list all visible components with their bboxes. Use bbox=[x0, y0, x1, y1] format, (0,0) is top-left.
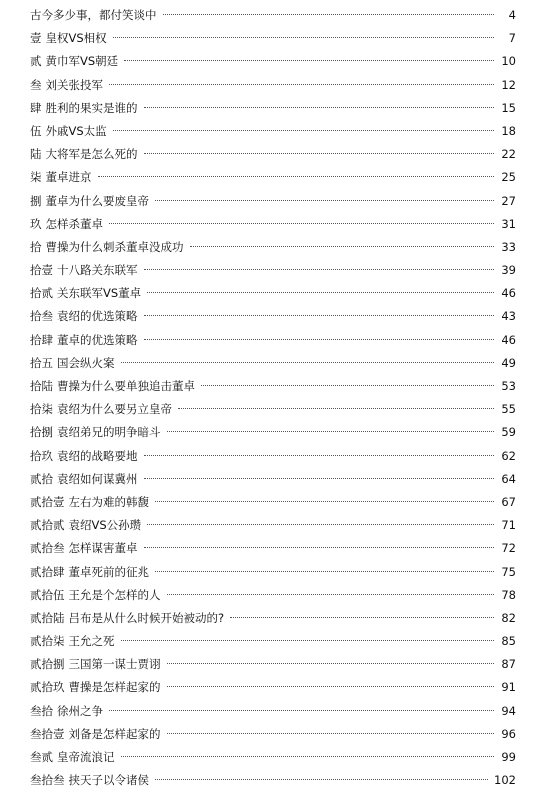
chapter-number: 拾五 bbox=[30, 355, 53, 370]
chapter-number: 贰 bbox=[30, 54, 42, 69]
toc-entry[interactable] bbox=[30, 352, 516, 375]
chapter-number: 肆 bbox=[30, 100, 42, 115]
toc-entry-label bbox=[30, 4, 157, 27]
toc-entry-label bbox=[30, 74, 103, 97]
toc-entry[interactable] bbox=[30, 630, 516, 653]
dot-leader bbox=[144, 269, 495, 270]
chapter-number: 贰拾玖 bbox=[30, 680, 65, 695]
toc-entry[interactable] bbox=[30, 120, 516, 143]
chapter-number: 拾玖 bbox=[30, 448, 53, 463]
chapter-number: 贰拾捌 bbox=[30, 657, 65, 672]
page-number: 75 bbox=[501, 564, 516, 579]
dot-leader bbox=[201, 385, 494, 386]
dot-leader bbox=[147, 524, 494, 525]
chapter-number: 拾陆 bbox=[30, 379, 53, 393]
chapter-title: 外戚VS太监 bbox=[45, 123, 107, 138]
page-number: 25 bbox=[501, 170, 516, 185]
chapter-title: 国会纵火案 bbox=[57, 355, 115, 370]
chapter-number: 贰拾伍 bbox=[30, 587, 65, 602]
toc-entry[interactable] bbox=[30, 584, 516, 607]
dot-leader bbox=[163, 14, 495, 15]
toc-entry-label bbox=[30, 120, 107, 143]
toc-entry[interactable] bbox=[30, 97, 516, 120]
chapter-title: 王允是个怎样的人 bbox=[68, 587, 161, 602]
toc-entry[interactable] bbox=[30, 468, 516, 491]
page-number: 71 bbox=[501, 518, 516, 533]
chapter-title: 皇权VS相权 bbox=[45, 31, 107, 46]
chapter-title: 董卓死前的征兆 bbox=[68, 564, 149, 579]
chapter-number: 叁 bbox=[30, 77, 42, 92]
page-number: 22 bbox=[501, 147, 516, 162]
page-number: 10 bbox=[501, 54, 516, 69]
chapter-title: 关东联军VS董卓 bbox=[57, 286, 142, 301]
dot-leader bbox=[155, 200, 494, 201]
toc-entry-label bbox=[30, 746, 115, 769]
chapter-number: 拾柒 bbox=[30, 402, 53, 417]
dot-leader bbox=[167, 686, 495, 687]
chapter-title: 怎样杀董卓 bbox=[45, 216, 103, 231]
toc-entry-label bbox=[30, 421, 161, 444]
page-number: 43 bbox=[501, 309, 516, 324]
dot-leader bbox=[144, 315, 495, 316]
chapter-title: 徐州之争 bbox=[57, 703, 103, 718]
chapter-title: 袁绍的优选策略 bbox=[57, 309, 138, 324]
chapter-title: 袁绍的战略要地 bbox=[57, 448, 138, 463]
page-number: 78 bbox=[501, 587, 516, 602]
toc-entry-label bbox=[30, 514, 141, 537]
dot-leader bbox=[144, 107, 495, 108]
chapter-number: 陆 bbox=[30, 147, 42, 162]
toc-entry-label bbox=[30, 537, 138, 560]
chapter-title: 三国第一谋士贾诩 bbox=[68, 657, 161, 672]
chapter-title: 王允之死 bbox=[68, 634, 115, 649]
dot-leader bbox=[144, 478, 495, 479]
toc-entry-label bbox=[30, 305, 138, 328]
toc-entry-label bbox=[30, 584, 161, 607]
chapter-number: 贰拾肆 bbox=[30, 564, 65, 579]
toc-entry[interactable] bbox=[30, 445, 516, 468]
chapter-number: 柒 bbox=[30, 170, 42, 185]
chapter-title: 左右为难的韩馥 bbox=[68, 494, 149, 509]
chapter-title: 董卓为什么要废皇帝 bbox=[45, 193, 149, 208]
dot-leader bbox=[121, 756, 495, 757]
toc-entry-label bbox=[30, 97, 138, 120]
chapter-title: 曹操是怎样起家的 bbox=[68, 680, 161, 695]
page-number: 18 bbox=[501, 123, 516, 138]
page-number: 94 bbox=[501, 703, 516, 718]
chapter-title: 董卓的优选策略 bbox=[57, 332, 138, 347]
chapter-title: 刘备是怎样起家的 bbox=[68, 726, 161, 741]
page-number: 27 bbox=[501, 193, 516, 208]
page-number: 62 bbox=[501, 448, 516, 463]
dot-leader bbox=[109, 84, 494, 85]
page-number: 55 bbox=[501, 402, 516, 417]
toc-entry-label bbox=[30, 769, 149, 792]
page-number: 59 bbox=[501, 425, 516, 440]
dot-leader bbox=[124, 60, 494, 61]
dot-leader bbox=[144, 547, 495, 548]
toc-entry[interactable] bbox=[30, 27, 516, 50]
chapter-number: 贰拾壹 bbox=[30, 494, 65, 509]
chapter-title: 大将军是怎么死的 bbox=[45, 147, 138, 162]
page-number: 31 bbox=[501, 216, 516, 231]
toc-entry[interactable] bbox=[30, 259, 516, 282]
toc-entry-label bbox=[30, 468, 138, 491]
chapter-title: 袁绍弟兄的明争暗斗 bbox=[57, 425, 161, 440]
dot-leader bbox=[167, 594, 495, 595]
page-number: 82 bbox=[501, 610, 516, 625]
dot-leader bbox=[155, 501, 494, 502]
chapter-number: 玖 bbox=[30, 216, 42, 231]
toc-entry-label bbox=[30, 723, 161, 746]
chapter-title: 袁绍为什么要另立皇帝 bbox=[57, 402, 172, 417]
toc-entry-label bbox=[30, 700, 103, 723]
chapter-title: 皇帝流浪记 bbox=[57, 750, 115, 764]
toc-entry[interactable] bbox=[30, 746, 516, 769]
toc-entry-label bbox=[30, 213, 103, 236]
dot-leader bbox=[144, 339, 495, 340]
chapter-number: 拾捌 bbox=[30, 425, 53, 440]
dot-leader bbox=[190, 246, 495, 247]
page-number: 15 bbox=[501, 100, 516, 115]
chapter-number: 叁拾壹 bbox=[30, 726, 65, 741]
toc-entry[interactable] bbox=[30, 653, 516, 676]
dot-leader bbox=[155, 779, 488, 780]
chapter-number: 叁拾 bbox=[30, 703, 53, 718]
chapter-number: 拾贰 bbox=[30, 286, 53, 301]
dot-leader bbox=[167, 663, 495, 664]
chapter-title: 袁绍VS公孙瓒 bbox=[68, 518, 142, 533]
dot-leader bbox=[121, 362, 495, 363]
toc-entry-label bbox=[30, 190, 149, 213]
page-number: 39 bbox=[501, 263, 516, 278]
page-number: 67 bbox=[501, 494, 516, 509]
dot-leader bbox=[109, 710, 494, 711]
toc-entry-label bbox=[30, 50, 118, 73]
toc-entry[interactable] bbox=[30, 4, 516, 27]
toc-entry[interactable] bbox=[30, 213, 516, 236]
page-number: 87 bbox=[501, 657, 516, 672]
toc-entry[interactable] bbox=[30, 236, 516, 259]
chapter-title: 古今多少事，都付笑谈中 bbox=[30, 8, 157, 22]
chapter-number: 贰拾叁 bbox=[30, 541, 65, 556]
chapter-number: 叁贰 bbox=[30, 750, 53, 764]
page-number: 85 bbox=[501, 634, 516, 649]
toc-entry-label bbox=[30, 329, 138, 352]
toc-entry[interactable] bbox=[30, 329, 516, 352]
dot-leader bbox=[144, 455, 495, 456]
page-number: 46 bbox=[501, 332, 516, 347]
toc-entry-label bbox=[30, 352, 115, 375]
dot-leader bbox=[230, 617, 494, 618]
toc-entry[interactable] bbox=[30, 537, 516, 560]
chapter-title: 挟天子以令诸侯 bbox=[68, 773, 149, 788]
chapter-number: 捌 bbox=[30, 193, 42, 208]
toc-entry[interactable] bbox=[30, 50, 516, 73]
toc-entry[interactable] bbox=[30, 514, 516, 537]
chapter-title: 曹操为什么刺杀董卓没成功 bbox=[45, 239, 184, 254]
page-number: 33 bbox=[501, 239, 516, 254]
dot-leader bbox=[113, 37, 494, 38]
page-number: 4 bbox=[508, 8, 516, 22]
toc-entry[interactable] bbox=[30, 398, 516, 421]
dot-leader bbox=[167, 733, 495, 734]
chapter-number: 拾壹 bbox=[30, 263, 53, 278]
toc-entry-label bbox=[30, 236, 184, 259]
toc-entry[interactable] bbox=[30, 375, 516, 398]
toc-entry[interactable] bbox=[30, 491, 516, 514]
chapter-number: 拾肆 bbox=[30, 332, 53, 347]
dot-leader bbox=[113, 130, 494, 131]
page-number: 46 bbox=[501, 286, 516, 301]
page-number: 64 bbox=[501, 471, 516, 486]
toc-entry-label bbox=[30, 282, 141, 305]
toc-entry-label bbox=[30, 166, 92, 189]
dot-leader bbox=[147, 292, 494, 293]
chapter-title: 曹操为什么要单独追击董卓 bbox=[57, 379, 195, 393]
toc-entry-label bbox=[30, 561, 149, 584]
chapter-number: 拾 bbox=[30, 239, 42, 254]
page-number: 49 bbox=[501, 355, 516, 370]
toc-entry[interactable] bbox=[30, 190, 516, 213]
toc-entry[interactable] bbox=[30, 166, 516, 189]
toc-entry[interactable] bbox=[30, 723, 516, 746]
toc-entry[interactable] bbox=[30, 74, 516, 97]
dot-leader bbox=[178, 408, 494, 409]
toc-entry[interactable] bbox=[30, 700, 516, 723]
toc-entry-label bbox=[30, 445, 138, 468]
toc-entry[interactable] bbox=[30, 769, 516, 792]
chapter-number: 伍 bbox=[30, 123, 42, 138]
chapter-title: 胜利的果实是谁的 bbox=[45, 100, 138, 115]
toc-entry[interactable] bbox=[30, 282, 516, 305]
dot-leader bbox=[121, 640, 495, 641]
table-of-contents bbox=[30, 4, 516, 792]
dot-leader bbox=[98, 176, 495, 177]
chapter-title: 黄巾军VS朝廷 bbox=[45, 54, 119, 69]
toc-entry-label bbox=[30, 491, 149, 514]
toc-entry[interactable] bbox=[30, 561, 516, 584]
chapter-title: 吕布是从什么时候开始被动的? bbox=[68, 610, 225, 625]
toc-entry-label bbox=[30, 375, 195, 398]
chapter-title: 董卓进京 bbox=[45, 170, 92, 185]
chapter-number: 贰拾陆 bbox=[30, 610, 65, 625]
chapter-number: 贰拾 bbox=[30, 471, 53, 486]
chapter-number: 叁拾叁 bbox=[30, 773, 65, 788]
page-number: 99 bbox=[501, 750, 516, 764]
toc-entry-label bbox=[30, 630, 115, 653]
toc-entry[interactable] bbox=[30, 143, 516, 166]
page-number: 96 bbox=[501, 726, 516, 741]
chapter-title: 怎样谋害董卓 bbox=[68, 541, 138, 556]
toc-entry[interactable] bbox=[30, 421, 516, 444]
chapter-title: 袁绍如何谋冀州 bbox=[57, 471, 138, 486]
dot-leader bbox=[109, 223, 494, 224]
page-number: 72 bbox=[501, 541, 516, 556]
toc-entry-label bbox=[30, 259, 138, 282]
chapter-number: 拾叁 bbox=[30, 309, 53, 324]
toc-entry-label bbox=[30, 27, 107, 50]
toc-entry[interactable] bbox=[30, 607, 516, 630]
toc-entry-label bbox=[30, 143, 138, 166]
page-number: 102 bbox=[494, 773, 516, 788]
page-number: 12 bbox=[501, 77, 516, 92]
page-number: 53 bbox=[501, 379, 516, 393]
page-number: 91 bbox=[501, 680, 516, 695]
toc-entry[interactable] bbox=[30, 305, 516, 328]
chapter-title: 十八路关东联军 bbox=[57, 263, 138, 278]
toc-entry-label bbox=[30, 398, 172, 421]
page-number: 7 bbox=[508, 31, 516, 46]
toc-entry-label bbox=[30, 653, 161, 676]
toc-entry-label bbox=[30, 607, 224, 630]
chapter-title: 刘关张投军 bbox=[45, 77, 103, 92]
chapter-number: 贰拾贰 bbox=[30, 518, 65, 533]
chapter-number: 贰拾柒 bbox=[30, 634, 65, 649]
chapter-number: 壹 bbox=[30, 31, 42, 46]
dot-leader bbox=[144, 153, 495, 154]
dot-leader bbox=[155, 571, 494, 572]
dot-leader bbox=[167, 431, 495, 432]
